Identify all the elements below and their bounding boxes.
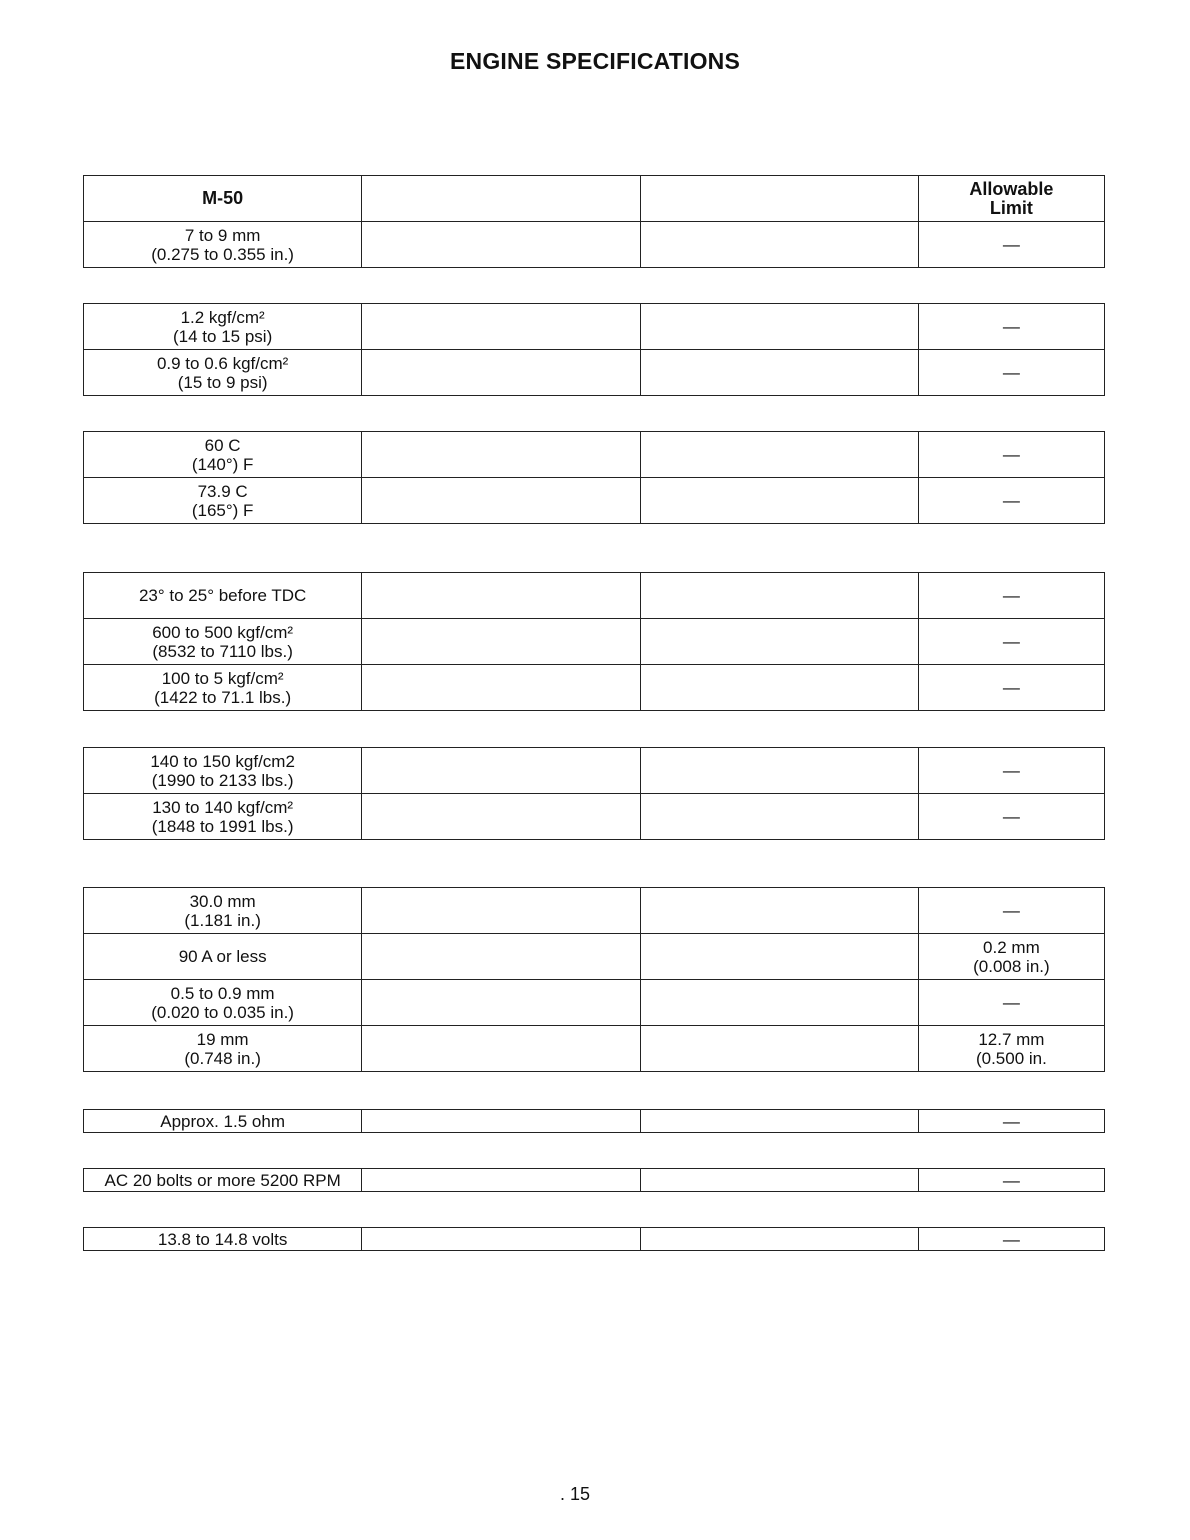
header-allowable-limit	[918, 176, 1104, 222]
spec-value-cell	[84, 1169, 362, 1192]
spec-value-cell	[84, 350, 362, 396]
spec-value-line2: (140°) F	[191, 454, 254, 474]
blank-cell	[362, 665, 640, 711]
blank-cell	[640, 980, 918, 1026]
blank-cell	[640, 350, 918, 396]
blank-cell	[640, 619, 918, 665]
spec-table	[83, 303, 1105, 396]
spec-value-line1: 7 to 9 mm	[184, 225, 261, 245]
spec-value-cell	[84, 1110, 362, 1133]
spec-value-line1: 73.9 C	[197, 481, 248, 501]
spec-value-line2: (1848 to 1991 lbs.)	[151, 816, 294, 836]
spec-value-line1: 140 to 150 kgf/cm2	[150, 751, 295, 771]
limit-line1: —	[1002, 901, 1020, 920]
spec-value-cell	[84, 1228, 362, 1251]
limit-line1: —	[1002, 235, 1020, 254]
spec-value-line2: (0.020 to 0.035 in.)	[151, 1002, 294, 1022]
limit-line1: —	[1002, 586, 1020, 605]
spec-value-line1: 0.5 to 0.9 mm	[170, 983, 275, 1003]
table-row	[84, 350, 1105, 396]
limit-line1: —	[1002, 807, 1020, 826]
spec-value-line1: 30.0 mm	[189, 891, 256, 911]
table-row	[84, 934, 1105, 980]
spec-value-line1: AC 20 bolts or more 5200 RPM	[104, 1170, 341, 1190]
limit-line1: —	[1002, 363, 1020, 382]
blank-cell	[362, 222, 640, 268]
blank-cell	[362, 573, 640, 619]
spec-value-cell	[84, 934, 362, 980]
blank-cell	[640, 573, 918, 619]
table-row	[84, 304, 1105, 350]
blank-cell	[362, 888, 640, 934]
table-row	[84, 1110, 1105, 1133]
limit-cell	[918, 748, 1104, 794]
table-row	[84, 222, 1105, 268]
spec-value-line1: 100 to 5 kgf/cm²	[161, 668, 284, 688]
spec-value-line1: 60 C	[204, 435, 241, 455]
spec-value-line2: (1990 to 2133 lbs.)	[151, 770, 294, 790]
spec-value-cell	[84, 432, 362, 478]
header-limit-line1: Allowable	[969, 178, 1054, 199]
spec-value-line2: (165°) F	[191, 500, 254, 520]
header-row	[84, 176, 1105, 222]
table-row	[84, 573, 1105, 619]
spec-value-line2: (14 to 15 psi)	[173, 326, 273, 346]
spec-value-cell	[84, 304, 362, 350]
spec-value-line1: 0.9 to 0.6 kgf/cm²	[156, 353, 289, 373]
blank-cell	[640, 478, 918, 524]
limit-line1: —	[1002, 632, 1020, 651]
limit-cell	[918, 1110, 1104, 1133]
spec-value-line2: (0.748 in.)	[184, 1048, 261, 1068]
blank-cell	[640, 934, 918, 980]
limit-line1: 12.7 mm	[978, 1029, 1045, 1049]
spec-value-line2: (1.181 in.)	[184, 910, 261, 930]
spec-value-cell	[84, 573, 362, 619]
limit-line2: (0.008 in.)	[973, 956, 1050, 976]
limit-cell	[918, 794, 1104, 840]
table-row	[84, 888, 1105, 934]
blank-cell	[640, 432, 918, 478]
spec-table	[83, 431, 1105, 524]
blank-cell	[640, 794, 918, 840]
limit-line1: —	[1002, 445, 1020, 464]
blank-cell	[362, 619, 640, 665]
header-model: M-50	[84, 176, 362, 222]
header-blank-cell	[362, 176, 640, 222]
limit-cell	[918, 478, 1104, 524]
limit-line2: (0.500 in.	[975, 1048, 1047, 1068]
blank-cell	[640, 304, 918, 350]
limit-line1: —	[1002, 761, 1020, 780]
table-row	[84, 432, 1105, 478]
blank-cell	[362, 350, 640, 396]
blank-cell	[640, 1169, 918, 1192]
limit-cell	[918, 980, 1104, 1026]
spec-table	[83, 572, 1105, 711]
limit-cell	[918, 222, 1104, 268]
table-row	[84, 1026, 1105, 1072]
blank-cell	[362, 304, 640, 350]
spec-value-cell	[84, 619, 362, 665]
spec-value-line1: 90 A or less	[178, 947, 267, 966]
limit-line1: 0.2 mm	[983, 937, 1040, 957]
spec-table	[83, 887, 1105, 1072]
blank-cell	[362, 432, 640, 478]
limit-cell	[918, 432, 1104, 478]
spec-value-line2: (1422 to 71.1 lbs.)	[154, 687, 292, 707]
table-row	[84, 665, 1105, 711]
limit-line1: —	[1002, 993, 1020, 1012]
spec-value-line1: 130 to 140 kgf/cm²	[152, 797, 294, 817]
limit-cell	[918, 350, 1104, 396]
spec-value-line2: (15 to 9 psi)	[177, 372, 268, 392]
spec-value-line1: 23° to 25° before TDC	[138, 586, 307, 605]
limit-line1: —	[1002, 491, 1020, 510]
blank-cell	[362, 1110, 640, 1133]
spec-value-cell	[84, 1026, 362, 1072]
blank-cell	[362, 748, 640, 794]
table-row	[84, 1169, 1105, 1192]
limit-line1: —	[1002, 1170, 1020, 1190]
table-row	[84, 1228, 1105, 1251]
table-row	[84, 748, 1105, 794]
header-blank-cell	[640, 176, 918, 222]
limit-cell	[918, 934, 1104, 980]
limit-cell	[918, 304, 1104, 350]
spec-value-cell	[84, 478, 362, 524]
spec-value-line1: 1.2 kgf/cm²	[180, 307, 265, 327]
spec-table	[83, 1227, 1105, 1251]
spec-value-line2: (0.275 to 0.355 in.)	[151, 244, 294, 264]
blank-cell	[640, 222, 918, 268]
blank-cell	[362, 794, 640, 840]
blank-cell	[640, 888, 918, 934]
spec-value-line1: 19 mm	[196, 1029, 249, 1049]
blank-cell	[640, 1110, 918, 1133]
table-row	[84, 478, 1105, 524]
limit-cell	[918, 573, 1104, 619]
limit-line1: —	[1002, 1229, 1020, 1249]
page-title: ENGINE SPECIFICATIONS	[449, 48, 741, 74]
spec-value-cell	[84, 888, 362, 934]
limit-line1: —	[1002, 678, 1020, 697]
limit-cell	[918, 1228, 1104, 1251]
spec-value-line1: Approx. 1.5 ohm	[160, 1111, 285, 1131]
page-number: . 15	[560, 1484, 591, 1504]
table-row	[84, 794, 1105, 840]
table-row	[84, 980, 1105, 1026]
spec-value-cell	[84, 665, 362, 711]
blank-cell	[362, 478, 640, 524]
blank-cell	[640, 748, 918, 794]
blank-cell	[640, 665, 918, 711]
limit-cell	[918, 888, 1104, 934]
limit-cell	[918, 1169, 1104, 1192]
spec-table	[83, 175, 1105, 268]
spec-value-cell	[84, 748, 362, 794]
blank-cell	[640, 1026, 918, 1072]
header-limit-line2: Limit	[989, 197, 1033, 218]
blank-cell	[362, 1228, 640, 1251]
spec-value-line2: (8532 to 7110 lbs.)	[152, 641, 293, 661]
limit-cell	[918, 619, 1104, 665]
spec-table	[83, 747, 1105, 840]
table-row	[84, 619, 1105, 665]
limit-line1: —	[1002, 317, 1020, 336]
limit-line1: —	[1002, 1111, 1020, 1131]
spec-value-line1: 13.8 to 14.8 volts	[157, 1229, 288, 1249]
blank-cell	[362, 1026, 640, 1072]
blank-cell	[362, 934, 640, 980]
spec-value-cell	[84, 980, 362, 1026]
spec-value-cell	[84, 794, 362, 840]
spec-table	[83, 1109, 1105, 1133]
blank-cell	[362, 1169, 640, 1192]
spec-value-cell	[84, 222, 362, 268]
blank-cell	[640, 1228, 918, 1251]
blank-cell	[362, 980, 640, 1026]
spec-value-line1: 600 to 500 kgf/cm²	[152, 622, 294, 642]
limit-cell	[918, 1026, 1104, 1072]
spec-table	[83, 1168, 1105, 1192]
limit-cell	[918, 665, 1104, 711]
